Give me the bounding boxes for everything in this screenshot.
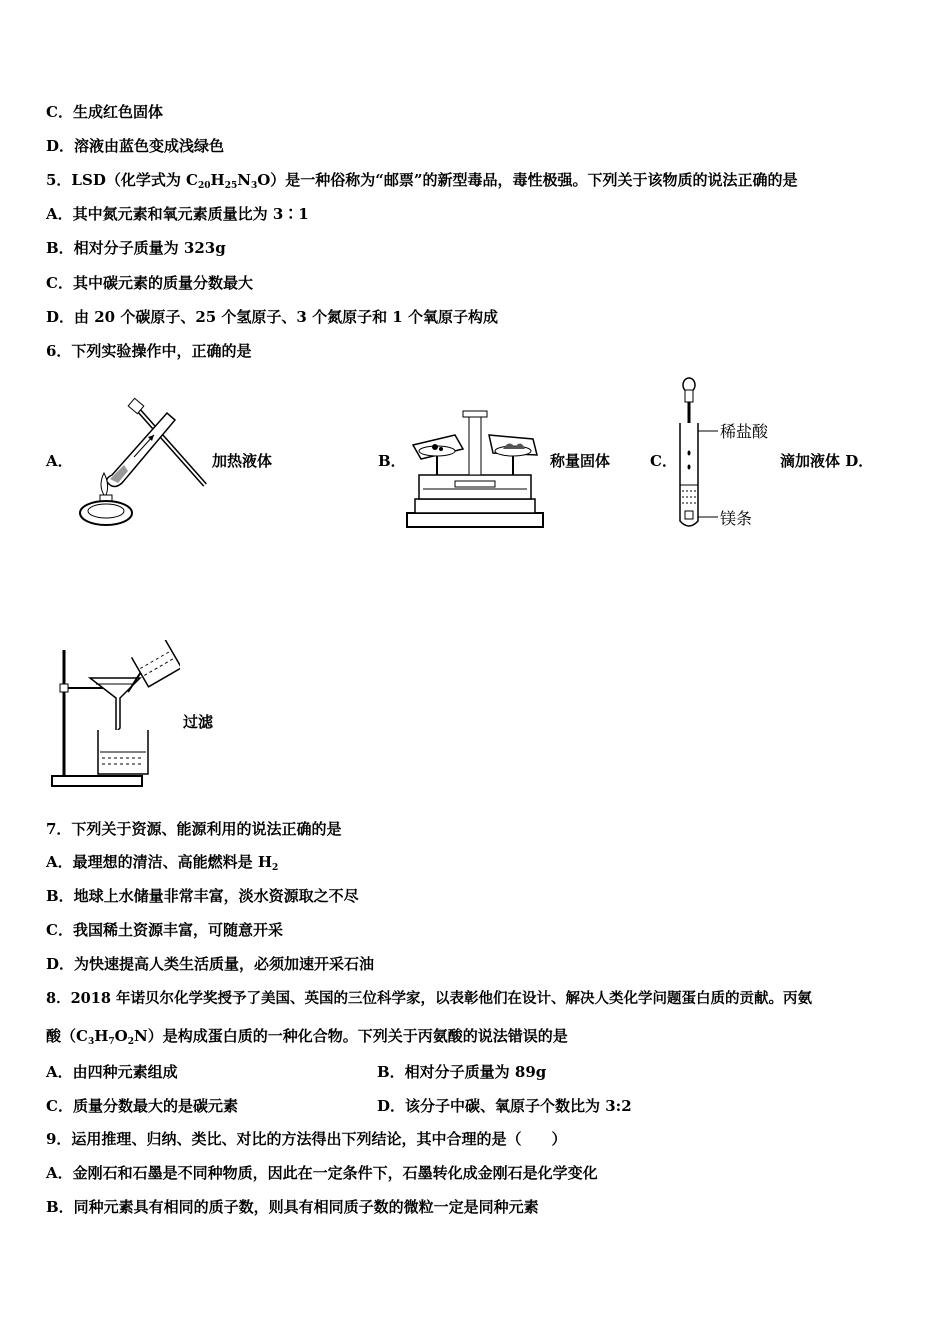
q6-caption-d: 过滤 bbox=[183, 713, 214, 731]
q6-caption-b: 称量固体 bbox=[550, 452, 611, 470]
q8-option-a: A．由四种元素组成 bbox=[46, 1063, 178, 1081]
dropper-figure bbox=[672, 375, 782, 535]
q7-option-c: C．我国稀土资源丰富，可随意开采 bbox=[46, 921, 283, 939]
q4-option-d: D．溶液由蓝色变成浅绿色 bbox=[46, 137, 225, 155]
q8-stem-line1: 8．2018 年诺贝尔化学奖授予了美国、英国的三位科学家，以表彰他们在设计、解决人类化学问题蛋白质的贡献。丙氨 bbox=[46, 990, 812, 1007]
q6-label-b: B． bbox=[378, 452, 406, 470]
q8-stem-line2: 酸$(C_3H_7O_2N)$是构成蛋白质的一种化合物。下列关于丙氨酸的说法错误的是 bbox=[46, 1027, 568, 1047]
filtration-figure bbox=[40, 640, 180, 790]
q7-option-a: A．最理想的清洁、高能燃料是 $H_2$ bbox=[46, 853, 279, 873]
q8-option-c: C．质量分数最大的是碳元素 bbox=[46, 1097, 238, 1115]
q6-label-a: A． bbox=[46, 452, 73, 470]
balance-scale-figure bbox=[405, 405, 545, 530]
q5-option-d: D．由 20 个碳原子、25 个氢原子、3 个氮原子和 1 个氧原子构成 bbox=[46, 308, 498, 326]
heating-liquid-figure bbox=[72, 395, 212, 530]
q6-label-c: C． bbox=[650, 452, 677, 470]
q7-stem: 7．下列关于资源、能源利用的说法正确的是 bbox=[46, 820, 342, 838]
q4-option-c: C．生成红色固体 bbox=[46, 103, 163, 121]
q8-option-b: B．相对分子质量为 89g bbox=[377, 1063, 547, 1081]
q5-stem: 5．LSD（化学式为 $C_{20}H_{25}N_3O$）是一种俗称为“邮票”的新型毒品，毒性极强。下列关于该物质的说法正确的是 bbox=[46, 171, 798, 191]
fig-c-label-dilute-hcl: 稀盐酸 bbox=[720, 422, 769, 441]
q8-option-d: D．该分子中碳、氧原子个数比为 3:2 bbox=[377, 1097, 632, 1115]
q6-caption-a: 加热液体 bbox=[212, 452, 273, 470]
q9-option-a: A．金刚石和石墨是不同种物质，因此在一定条件下，石墨转化成金刚石是化学变化 bbox=[46, 1164, 598, 1182]
q5-option-b: B．相对分子质量为 323g bbox=[46, 239, 226, 257]
q9-stem: 9．运用推理、归纳、类比、对比的方法得出下列结论，其中合理的是（ ） bbox=[46, 1130, 567, 1148]
q7-option-d: D．为快速提高人类生活质量，必须加速开采石油 bbox=[46, 955, 375, 973]
q6-stem: 6．下列实验操作中，正确的是 bbox=[46, 342, 252, 360]
q6-caption-c: 滴加液体 D． bbox=[780, 452, 874, 470]
q7-option-b: B．地球上水储量非常丰富，淡水资源取之不尽 bbox=[46, 887, 359, 905]
q9-option-b: B．同种元素具有相同的质子数，则具有相同质子数的微粒一定是同种元素 bbox=[46, 1198, 539, 1216]
q5-option-a: A．其中氮元素和氧元素质量比为 3∶1 bbox=[46, 205, 309, 223]
q5-option-c: C．其中碳元素的质量分数最大 bbox=[46, 274, 253, 292]
fig-c-label-mg-ribbon: 镁条 bbox=[720, 509, 753, 528]
